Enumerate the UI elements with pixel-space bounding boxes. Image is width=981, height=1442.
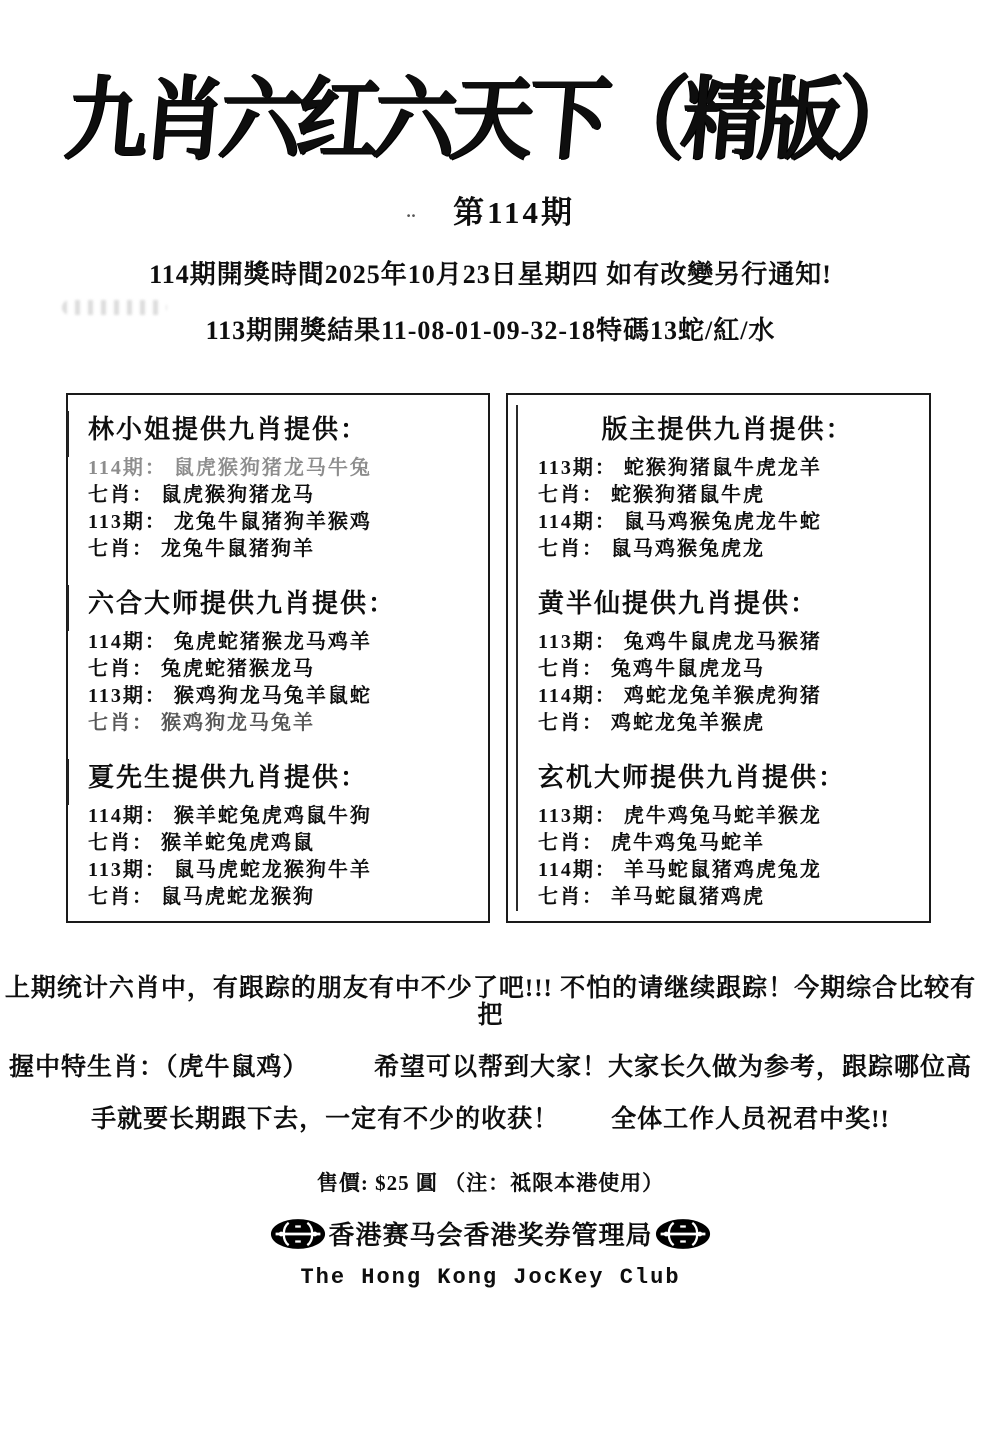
- tipster-title: 玄机大师提供九肖提供：: [538, 763, 847, 792]
- prediction-line: 113期： 鼠马虎蛇龙猴狗牛羊: [88, 859, 372, 881]
- jockey-club-en: The Hong Kong JocKey Club: [300, 1265, 681, 1290]
- jockey-club-cn: 香港赛马会香港奖券管理局: [328, 1221, 653, 1250]
- prediction-line: 114期： 兔虎蛇猪猴龙马鸡羊: [88, 631, 372, 653]
- prediction-line: 114期： 鼠马鸡猴兔虎龙牛蛇: [538, 511, 822, 533]
- commentary-line: 上期统计六肖中，有跟踪的朋友有中不少了吧!!! 不怕的请继续跟踪！今期综合比较有把: [4, 975, 977, 1029]
- prediction-line: 七肖： 鼠马鸡猴兔虎龙: [538, 538, 765, 560]
- prediction-line: 七肖： 鼠虎猴狗猪龙马: [88, 484, 315, 506]
- prediction-line: 113期： 猴鸡狗龙马兔羊鼠蛇: [88, 685, 372, 707]
- prediction-line: 七肖： 鼠马虎蛇龙猴狗: [88, 886, 315, 908]
- draw-time-notice: 114期開獎時間2025年10月23日星期四 如有改變另行通知!: [149, 260, 832, 289]
- hkjc-emblem-icon: [270, 1218, 326, 1250]
- prediction-line: 七肖： 兔鸡牛鼠虎龙马: [538, 658, 765, 680]
- left-tipster-panel: [66, 393, 490, 923]
- scan-dots: ‥: [406, 205, 420, 221]
- commentary-line: 手就要长期跟下去，一定有不少的收获！ 全体工作人员祝君中奖!!: [91, 1106, 890, 1133]
- issue-number: 第114期: [453, 195, 575, 230]
- prediction-line: 113期： 虎牛鸡兔马蛇羊猴龙: [538, 805, 822, 827]
- prediction-line: 七肖： 猴鸡狗龙马兔羊: [88, 712, 315, 734]
- prediction-line: 七肖： 虎牛鸡兔马蛇羊: [538, 832, 765, 854]
- prediction-line: 114期： 鼠虎猴狗猪龙马牛兔: [88, 457, 372, 479]
- price-notice: 售價: $25 圓 （注：祗限本港使用）: [316, 1171, 665, 1195]
- tipster-title: 六合大师提供九肖提供：: [88, 589, 397, 618]
- tipster-title: 版主提供九肖提供：: [601, 415, 854, 444]
- previous-result-line: 113期開獎結果11-08-01-09-32-18特碼13蛇/紅/水: [205, 316, 776, 345]
- tipster-block-banzhu: [538, 409, 917, 563]
- prediction-line: 114期： 羊马蛇鼠猪鸡虎兔龙: [538, 859, 822, 881]
- tipster-title: 林小姐提供九肖提供：: [88, 415, 369, 444]
- tipster-block-lin-xiaojie: [88, 409, 476, 563]
- prediction-line: 113期： 兔鸡牛鼠虎龙马猴猪: [538, 631, 822, 653]
- prediction-line: 114期： 猴羊蛇兔虎鸡鼠牛狗: [88, 805, 372, 827]
- tipster-block-liuhe-dashi: [88, 583, 476, 737]
- commentary-line: 握中特生肖：（虎牛鼠鸡） 希望可以帮到大家！大家长久做为参考，跟踪哪位高: [8, 1054, 972, 1081]
- jockey-club-row: [0, 1215, 981, 1252]
- prediction-line: 113期： 蛇猴狗猪鼠牛虎龙羊: [538, 457, 822, 479]
- prediction-line: 七肖： 蛇猴狗猪鼠牛虎: [538, 484, 765, 506]
- hkjc-emblem-icon: [655, 1218, 711, 1250]
- prediction-line: 七肖： 羊马蛇鼠猪鸡虎: [538, 886, 765, 908]
- tipster-title: 夏先生提供九肖提供：: [88, 763, 369, 792]
- tipster-title: 黄半仙提供九肖提供：: [538, 589, 819, 618]
- prediction-line: 114期： 鸡蛇龙兔羊猴虎狗猪: [538, 685, 822, 707]
- tipster-block-xia-xiansheng: [88, 757, 476, 911]
- prediction-line: 七肖： 龙兔牛鼠猪狗羊: [88, 538, 315, 560]
- commentary-paragraph: [0, 975, 981, 1133]
- right-tipster-panel: [506, 393, 931, 923]
- prediction-line: 七肖： 鸡蛇龙兔羊猴虎: [538, 712, 765, 734]
- prediction-line: 113期： 龙兔牛鼠猪狗羊猴鸡: [88, 511, 372, 533]
- masthead-logo-title: 九肖六红六天下（精版）: [61, 67, 918, 173]
- scan-smudge: [62, 300, 167, 315]
- issue-row: [0, 187, 981, 232]
- tipster-panels: [66, 393, 931, 923]
- tipster-block-huang-banxian: [538, 583, 917, 737]
- prediction-line: 七肖： 猴羊蛇兔虎鸡鼠: [88, 832, 315, 854]
- tipster-block-xuanji-dashi: [538, 757, 917, 911]
- prediction-line: 七肖： 兔虎蛇猪猴龙马: [88, 658, 315, 680]
